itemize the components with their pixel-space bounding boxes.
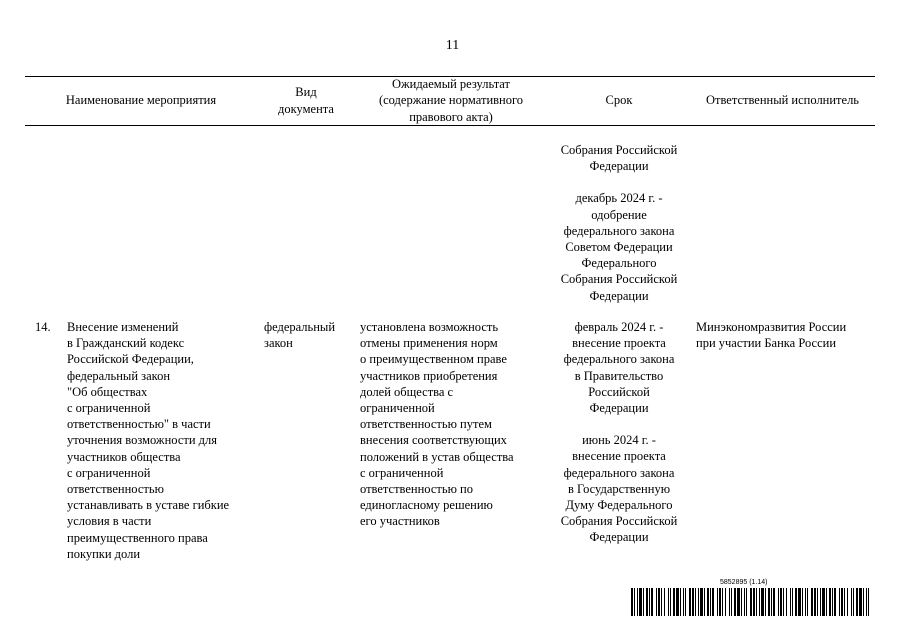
row-result <box>360 319 546 530</box>
barcode-bar <box>746 588 747 616</box>
barcode-bar <box>802 588 803 616</box>
text-line: отмены применения норм <box>360 336 498 351</box>
barcode-bar <box>673 588 675 616</box>
text-line: федерального закона <box>563 352 675 367</box>
barcode-bar <box>710 588 711 616</box>
text-line: установлена возможность <box>360 320 499 334</box>
text-line: федеральный <box>264 320 336 334</box>
barcode-bar <box>649 588 650 616</box>
barcode-bar <box>643 588 644 616</box>
text-line: внесения соответствующих <box>360 433 507 448</box>
barcode-bar <box>844 588 845 616</box>
barcode-bar <box>839 588 840 616</box>
barcode-label: 5852895 (1.14) <box>720 579 768 586</box>
text-line: ответственностью путем <box>360 417 492 432</box>
barcode-bar <box>811 588 813 616</box>
barcode-bar <box>656 588 657 616</box>
barcode-bar <box>778 588 779 616</box>
text-line: единогласному решению <box>360 498 493 513</box>
text-line: Собрания Российской <box>560 272 678 287</box>
text-line: долей общества с <box>360 384 454 399</box>
barcode-bar <box>851 588 852 616</box>
text-line: Российской Федерации, <box>67 352 194 367</box>
text-line: ответственностью по <box>360 482 473 497</box>
row-deadline <box>548 319 690 546</box>
barcode-bar <box>719 588 721 616</box>
barcode <box>631 588 871 616</box>
barcode-bar <box>700 588 703 616</box>
barcode-bar <box>668 588 669 616</box>
barcode-bar <box>717 588 718 616</box>
barcode-bar <box>868 588 869 616</box>
barcode-bar <box>692 588 694 616</box>
barcode-bar <box>731 588 732 616</box>
barcode-bar <box>639 588 642 616</box>
text-line: декабрь 2024 г. - <box>575 191 663 206</box>
continuation-deadline <box>548 142 690 304</box>
barcode-bar <box>841 588 843 616</box>
table-header-bottom-rule <box>25 125 875 126</box>
barcode-bar <box>729 588 730 616</box>
row-number: 14. <box>35 320 51 334</box>
barcode-bar <box>795 588 797 616</box>
header-result: Ожидаемый результат (содержание нормативного правового акта) <box>378 77 524 124</box>
barcode-bar <box>646 588 648 616</box>
text-line: ответственностью <box>67 482 164 497</box>
row-doc-type <box>264 319 356 351</box>
barcode-bar <box>664 588 665 616</box>
text-line: Федерального <box>581 256 657 271</box>
barcode-bar <box>651 588 653 616</box>
barcode-bar <box>734 588 736 616</box>
barcode-bar <box>634 588 635 616</box>
text-line: одобрение <box>591 207 647 222</box>
row-name <box>67 319 257 562</box>
text-line: Российской <box>588 384 650 399</box>
barcode-bar <box>637 588 638 616</box>
barcode-bar <box>863 588 864 616</box>
barcode-bar <box>689 588 691 616</box>
barcode-bar <box>695 588 696 616</box>
barcode-bar <box>750 588 752 616</box>
continuation-deadline-part-2 <box>548 190 690 303</box>
barcode-bar <box>744 588 745 616</box>
text-line: при участии Банка России <box>696 336 837 351</box>
barcode-bar <box>807 588 808 616</box>
barcode-bar <box>765 588 766 616</box>
text-line: условия в части <box>67 514 152 529</box>
text-line: в Правительство <box>574 368 664 383</box>
barcode-bar <box>631 588 633 616</box>
barcode-bar <box>783 588 784 616</box>
barcode-bar <box>792 588 793 616</box>
header-deadline: Срок <box>605 93 633 108</box>
text-line: с ограниченной <box>67 401 151 416</box>
barcode-bar <box>685 588 686 616</box>
page-number: 11 <box>445 38 460 53</box>
text-line: Федерации <box>589 530 649 545</box>
header-executor: Ответственный исполнитель <box>705 93 860 108</box>
text-line: закон <box>264 336 293 351</box>
barcode-bar <box>866 588 867 616</box>
barcode-bar <box>756 588 757 616</box>
barcode-bar <box>670 588 671 616</box>
barcode-bar <box>658 588 660 616</box>
text-line: Советом Федерации <box>565 240 673 255</box>
barcode-bar <box>680 588 681 616</box>
barcode-bar <box>859 588 862 616</box>
text-line: "Об обществах <box>67 384 148 399</box>
text-line: Собрания Российской <box>560 514 678 529</box>
text-line: с ограниченной <box>360 465 444 480</box>
barcode-bar <box>798 588 801 616</box>
text-line: Собрания Российской <box>560 143 678 157</box>
barcode-bar <box>832 588 833 616</box>
row-deadline-part-2 <box>548 432 690 545</box>
barcode-bar <box>773 588 775 616</box>
barcode-bar <box>826 588 827 616</box>
text-line: Федерации <box>589 288 649 303</box>
barcode-bar <box>834 588 836 616</box>
text-line: покупки доли <box>67 546 141 561</box>
text-line: его участников <box>360 514 440 529</box>
barcode-bar <box>661 588 662 616</box>
row-executor <box>696 319 876 351</box>
barcode-bar <box>761 588 764 616</box>
text-line: федерального закона <box>563 465 675 480</box>
barcode-bar <box>722 588 723 616</box>
barcode-bar <box>805 588 806 616</box>
barcode-bar <box>712 588 714 616</box>
text-line: Федерации <box>589 159 649 174</box>
barcode-bar <box>856 588 858 616</box>
barcode-bar <box>704 588 705 616</box>
text-line: преимущественного права <box>67 530 208 545</box>
text-line: устанавливать в уставе гибкие <box>67 498 230 513</box>
text-line: Федерации <box>589 401 649 416</box>
barcode-bar <box>829 588 831 616</box>
barcode-bar <box>768 588 770 616</box>
text-line: участников приобретения <box>360 368 498 383</box>
barcode-bar <box>737 588 740 616</box>
barcode-bar <box>814 588 816 616</box>
text-line: федерального закона <box>563 223 675 238</box>
barcode-bar <box>698 588 699 616</box>
barcode-bar <box>683 588 684 616</box>
text-line: положений в устав общества <box>360 449 514 464</box>
text-line: о преимущественном праве <box>360 352 507 367</box>
text-line: в Гражданский кодекс <box>67 336 185 351</box>
text-line: июнь 2024 г. - <box>582 433 656 448</box>
barcode-bar <box>759 588 760 616</box>
text-line: февраль 2024 г. - <box>574 320 664 334</box>
barcode-bar <box>853 588 854 616</box>
barcode-bar <box>753 588 755 616</box>
text-line: Внесение изменений <box>67 320 179 334</box>
continuation-deadline-part-1 <box>548 142 690 174</box>
barcode-bar <box>771 588 772 616</box>
header-name: Наименование мероприятия <box>65 93 217 108</box>
barcode-bar <box>725 588 726 616</box>
barcode-bar <box>786 588 787 616</box>
barcode-bar <box>822 588 825 616</box>
row-deadline-part-1 <box>548 319 690 416</box>
barcode-bar <box>847 588 848 616</box>
text-line: Думу Федерального <box>565 498 673 513</box>
barcode-bar <box>820 588 821 616</box>
text-line: внесение проекта <box>572 449 666 464</box>
text-line: в Государственную <box>567 481 671 496</box>
text-line: с ограниченной <box>67 465 151 480</box>
header-doc-type: Вид документа <box>278 85 334 116</box>
text-line: ограниченной <box>360 401 435 416</box>
barcode-bar <box>780 588 782 616</box>
barcode-bar <box>741 588 742 616</box>
text-line: Минэкономразвития России <box>696 320 847 334</box>
barcode-bar <box>817 588 818 616</box>
barcode-bar <box>790 588 791 616</box>
text-line: ответственностью" в части <box>67 417 211 432</box>
text-line: участников общества <box>67 449 181 464</box>
barcode-bar <box>707 588 709 616</box>
text-line: уточнения возможности для <box>67 433 217 448</box>
text-line: внесение проекта <box>572 336 666 351</box>
text-line: федеральный закон <box>67 368 171 383</box>
barcode-bar <box>676 588 679 616</box>
